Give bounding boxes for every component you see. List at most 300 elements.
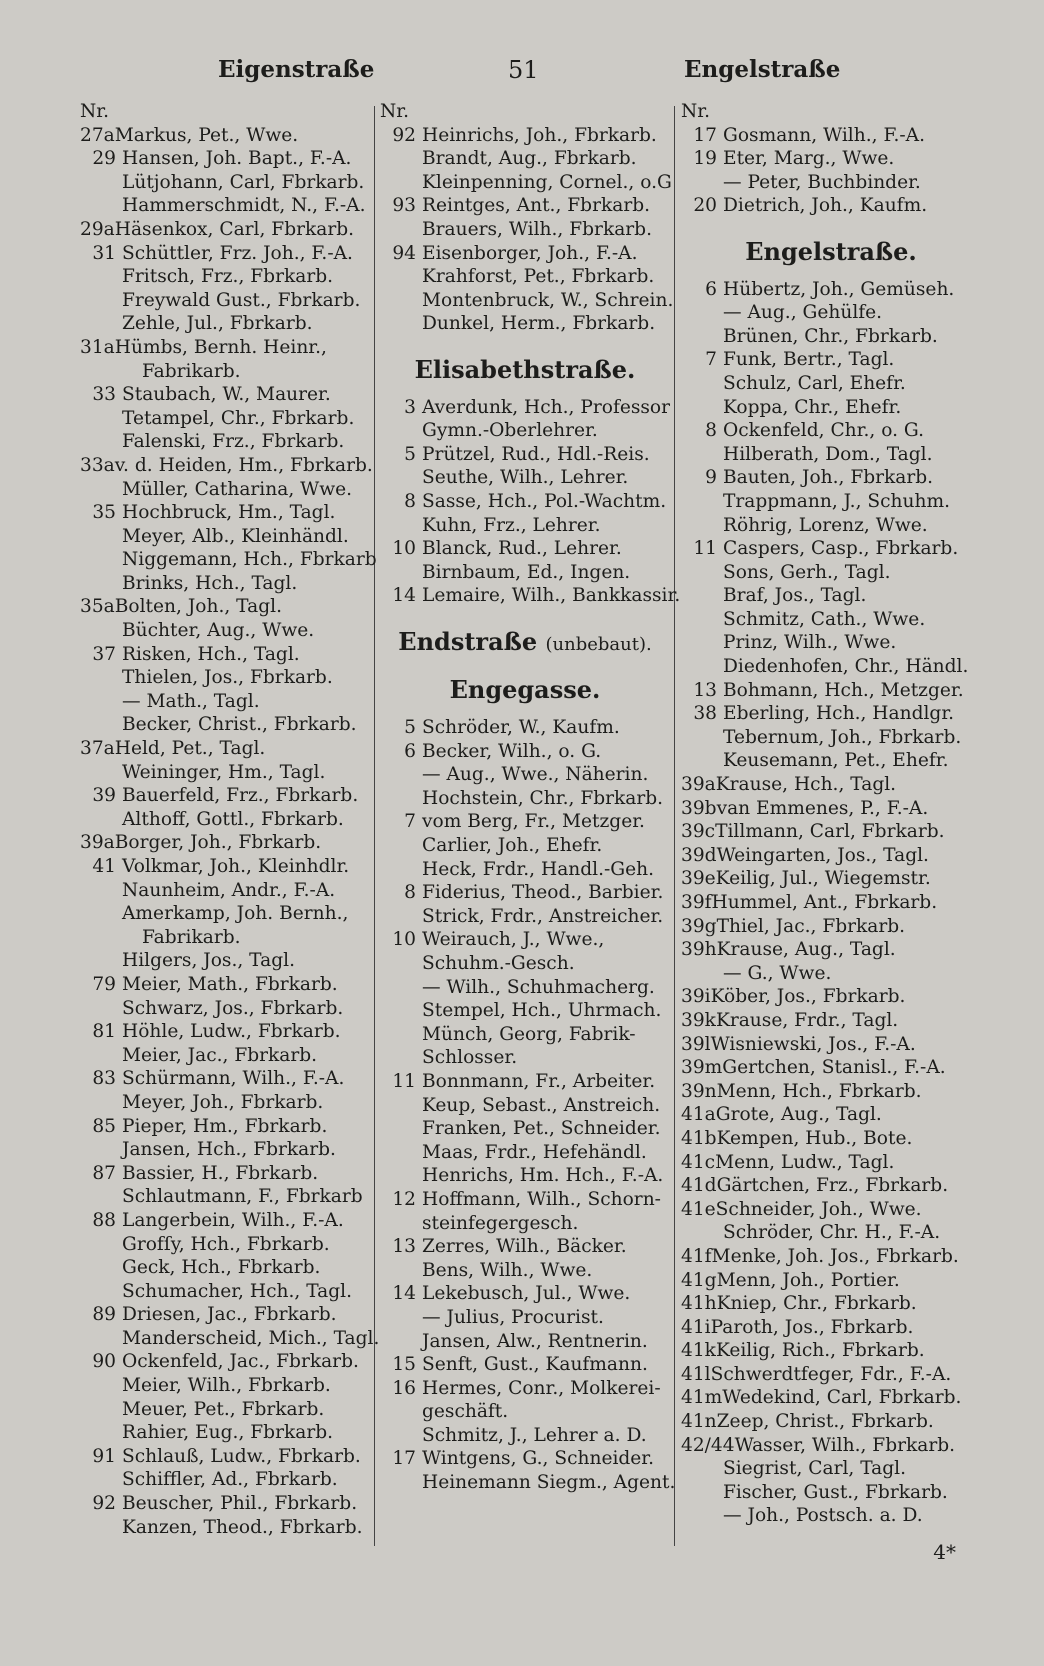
house-number: 88 [92,1209,116,1231]
house-number: 79 [92,973,116,995]
resident-entry: — Aug., Wwe., Näherin. [422,764,649,786]
house-number: 41i [681,1316,711,1338]
directory-entry [380,289,674,313]
resident-entry: Kniep, Chr., Fbrkarb. [716,1293,917,1315]
directory-entry [681,466,981,490]
house-number [681,325,717,349]
column-2 [380,100,681,1495]
house-number [681,561,717,585]
house-number [380,171,416,195]
directory-entry [380,1447,670,1471]
resident-entry: Meyer, Alb., Kleinhändl. [122,525,349,547]
resident-entry: Schmitz, Cath., Wwe. [723,608,926,630]
directory-entry [380,1377,670,1401]
directory-entry [681,631,981,655]
house-number [380,466,416,490]
house-number: 41g [681,1269,717,1291]
resident-entry: Häsenkox, Carl, Fbrkarb. [114,218,355,240]
house-number: 41l [681,1363,711,1385]
resident-entry: — Math., Tagl. [122,690,260,712]
directory-entry [681,490,981,514]
house-number [80,1233,116,1257]
resident-entry: Prützel, Rud., Hdl.-Reis. [422,443,650,465]
resident-entry: Seuthe, Wilh., Lehrer. [422,467,629,489]
house-number [681,1504,717,1528]
house-number [380,218,416,242]
resident-entry: Weingarten, Jos., Tagl. [716,844,929,866]
directory-entry [380,490,670,514]
house-number: 41n [681,1411,717,1433]
street-name: Engegasse. [449,675,601,705]
house-number [80,265,116,289]
directory-entry [380,1164,670,1188]
house-number: 41k [681,1340,716,1362]
directory-entry [380,810,670,834]
resident-entry: Paroth, Jos., Fbrkarb. [710,1316,914,1338]
resident-entry: Amerkamp, Joh. Bernh., [122,903,349,925]
directory-entry [80,949,370,973]
house-number: 39l [681,1033,711,1055]
house-number: 41 [92,856,116,877]
directory-entry [80,1327,380,1351]
resident-entry: Siegrist, Carl, Tagl. [723,1458,907,1480]
directory-entry [681,679,981,703]
house-number: 16 [392,1377,416,1399]
directory-entry [681,938,981,962]
house-number: 10 [392,538,416,560]
directory-entry [681,1269,981,1293]
directory-entry [380,763,670,787]
house-number [80,1091,116,1115]
resident-entry: Hansen, Joh. Bapt., F.-A. [122,148,352,170]
resident-entry: Gärtchen, Frz., Fbrkarb. [716,1175,949,1197]
directory-entry [380,1400,670,1424]
directory-entry [681,124,981,148]
directory-entry [681,1434,981,1458]
directory-entry [380,928,670,952]
directory-entry [80,289,370,313]
house-number: 39k [681,1009,716,1031]
directory-entry [380,1141,670,1165]
house-number: 41d [681,1175,717,1197]
directory-entry [80,784,370,808]
resident-entry: — Joh., Postsch. a. D. [723,1505,923,1527]
resident-entry: Kleinpenning, Cornel., o.G [422,171,672,193]
house-number [681,962,717,986]
house-number [380,1259,416,1283]
house-number: 39g [681,915,717,937]
resident-entry: Köber, Jos., Fbrkarb. [710,986,906,1008]
house-number [681,749,717,773]
resident-entry: Hammerschmidt, N., F.-A. [122,195,366,217]
resident-entry: Schulz, Carl, Ehefr. [723,372,906,394]
resident-entry: Grote, Aug., Tagl. [715,1104,882,1126]
resident-entry: Markus, Pet., Wwe. [114,124,299,146]
house-number [380,514,416,538]
house-number: 89 [92,1304,116,1326]
house-number: 37a [80,738,115,760]
directory-entry [80,761,370,785]
directory-entry [681,1009,981,1033]
house-number: 31 [92,242,116,264]
house-number [681,1221,717,1245]
resident-entry: Hermes, Conr., Molkerei- [422,1377,661,1399]
resident-entry: vom Berg, Fr., Metzger. [422,811,645,833]
resident-entry: Diedenhofen, Chr., Händl. [723,656,969,678]
resident-entry: Schlosser. [422,1047,518,1069]
directory-entry [380,1471,676,1495]
number-column-heading: Nr. [380,101,410,122]
resident-entry: — Aug., Gehülfe. [723,302,883,324]
house-number [80,194,116,218]
house-number [80,1256,116,1280]
number-column-heading: Nr. [681,101,711,122]
house-number [380,1023,416,1047]
house-number: 17 [693,124,717,146]
directory-entry [80,1044,370,1068]
directory-entry [681,1056,981,1080]
resident-entry: Lütjohann, Carl, Fbrkarb. [122,171,365,193]
resident-entry: Bauten, Joh., Fbrkarb. [723,467,934,489]
resident-entry: Bolten, Joh., Tagl. [114,596,282,618]
resident-entry: Rahier, Eug., Fbrkarb. [122,1422,334,1444]
house-number [80,619,116,643]
house-number: 37 [92,643,116,665]
directory-entry [80,1067,370,1091]
house-number: 6 [705,278,717,300]
street-note: (unbebaut). [545,633,652,655]
house-number [681,608,717,632]
house-number [380,1424,416,1448]
resident-entry: Schwerdtfeger, Fdr., F.-A. [710,1363,952,1385]
directory-entry [380,881,670,905]
entry-continuation: Fabrikarb. [142,926,241,948]
resident-entry: Hochstein, Chr., Fbrkarb. [422,787,664,809]
resident-entry: Hübertz, Joh., Gemüseh. [723,278,955,300]
directory-entry [380,905,670,929]
resident-entry: Bassier, H., Fbrkarb. [122,1162,319,1184]
house-number [380,1117,416,1141]
resident-entry: Zeep, Christ., Fbrkarb. [716,1411,934,1433]
resident-entry: v. d. Heiden, Hm., Fbrkarb. [114,454,373,476]
resident-entry: Bens, Wilh., Wwe. [422,1259,593,1281]
directory-entry [380,1306,670,1330]
resident-entry: Jansen, Alw., Rentnerin. [422,1330,648,1352]
resident-entry: Bonnmann, Fr., Arbeiter. [422,1070,656,1092]
house-number [681,1457,717,1481]
resident-entry: Lekebusch, Jul., Wwe. [422,1283,631,1305]
house-number: 93 [392,195,416,217]
directory-entry [681,655,981,679]
house-number [80,1468,116,1492]
directory-entry [681,1410,981,1434]
directory-entry [681,537,981,561]
resident-entry: Sons, Gerh., Tagl. [723,561,891,583]
resident-entry: Menn, Joh., Portier. [716,1269,900,1291]
directory-entry [380,419,670,443]
directory-entry [380,1353,670,1377]
house-number: 29a [80,218,115,240]
directory-entry [380,312,670,336]
resident-entry: Krause, Frdr., Tagl. [715,1009,899,1031]
house-number: 39n [681,1080,717,1102]
resident-entry: Beuscher, Phil., Fbrkarb. [122,1493,358,1515]
resident-entry: Dietrich, Joh., Kaufm. [723,195,928,217]
house-number: 6 [404,740,416,762]
directory-entry [380,396,670,420]
entry-continuation: Fabrikarb. [142,360,241,382]
directory-entry [681,1457,981,1481]
house-number [80,572,116,596]
directory-entry [681,702,981,726]
resident-entry: Jansen, Hch., Fbrkarb. [122,1139,336,1161]
house-number: 7 [404,811,416,833]
resident-entry: Braf, Jos., Tagl. [723,585,867,607]
resident-entry: Hilgers, Jos., Tagl. [122,950,295,972]
resident-entry: Stempel, Hch., Uhrmach. [422,1000,662,1022]
resident-entry: Falenski, Frz., Fbrkarb. [122,431,345,453]
column-3 [681,100,981,1528]
resident-entry: Staubach, W., Maurer. [122,384,331,406]
house-number [80,1138,116,1162]
house-number: 17 [392,1448,416,1470]
directory-entry [380,466,670,490]
house-number [80,902,116,926]
directory-entry [80,1162,370,1186]
directory-entry [681,726,981,750]
directory-entry [681,915,981,939]
house-number [380,1212,416,1236]
resident-entry: Hochbruck, Hm., Tagl. [122,502,336,524]
directory-entry [681,278,981,302]
street-name: Elisabethstraße. [414,354,636,384]
house-number [80,879,116,903]
resident-entry: Geck, Hch., Fbrkarb. [122,1257,321,1279]
directory-entry [681,1103,981,1127]
directory-entry [80,1468,370,1492]
directory-entry [80,595,370,619]
resident-entry: Schwarz, Jos., Fbrkarb. [122,997,344,1019]
resident-entry: Tillmann, Carl, Fbrkarb. [715,821,945,843]
house-number: 8 [404,490,416,512]
page-number: 51 [508,56,539,84]
resident-entry: Trappmann, J., Schuhm. [723,490,951,512]
directory-entry [681,1033,981,1057]
resident-entry: Dunkel, Herm., Fbrkarb. [422,313,656,335]
resident-entry: Hummel, Ant., Fbrkarb. [711,892,938,913]
directory-entry [380,1046,670,1070]
resident-entry: Blanck, Rud., Lehrer. [422,538,622,560]
house-number: 33 [92,384,116,406]
directory-entry [80,879,370,903]
house-number [80,548,116,572]
street-heading [380,354,670,384]
resident-entry: Lemaire, Wilh., Bankkassir. [422,585,681,607]
resident-entry: Thiel, Jac., Fbrkarb. [716,915,906,937]
house-number [380,999,416,1023]
street-heading [380,626,670,657]
resident-entry: Eter, Marg., Wwe. [723,148,895,170]
house-number: 20 [693,195,717,217]
directory-entry [80,619,370,643]
resident-entry: Heinrichs, Joh., Fbrkarb. [422,124,657,146]
resident-entry: Gertchen, Stanisl., F.-A. [722,1057,946,1079]
directory-entry [80,171,370,195]
resident-entry: Kempen, Hub., Bote. [716,1127,913,1149]
directory-entry [681,844,981,868]
directory-entry [380,952,670,976]
resident-entry: Zerres, Wilh., Bäcker. [422,1236,627,1258]
directory-entry [380,1330,670,1354]
house-number [380,834,416,858]
directory-entry [80,1398,370,1422]
resident-entry: Senft, Gust., Kaufmann. [422,1354,648,1376]
directory-entry [80,383,370,407]
house-number [380,1046,416,1070]
house-number: 19 [693,148,717,170]
directory-entry [80,525,370,549]
resident-entry: Pieper, Hm., Fbrkarb. [122,1115,328,1137]
directory-entry [80,124,370,148]
house-number: 13 [392,1236,416,1258]
directory-entry [681,797,981,821]
house-number [380,976,416,1000]
resident-entry: Bohmann, Hch., Metzger. [723,679,964,701]
directory-entry [681,867,981,891]
house-number: 8 [705,420,717,442]
house-number: 13 [693,679,717,701]
house-number: 39c [681,821,716,843]
house-number [380,952,416,976]
house-number [380,858,416,882]
directory-entry [380,716,670,740]
directory-entry [80,336,370,360]
resident-entry: Heck, Frdr., Handl.-Geh. [422,858,655,880]
house-number [80,407,116,431]
directory-entry [681,820,981,844]
directory-entry [681,514,981,538]
house-number [380,1471,416,1495]
resident-entry: Menke, Joh. Jos., Fbrkarb. [711,1245,959,1267]
directory-entry [80,973,370,997]
resident-entry: Reintges, Ant., Fbrkarb. [422,195,651,217]
house-number: 41h [681,1293,717,1315]
directory-entry [681,1316,981,1340]
signature-mark: 4* [933,1540,956,1564]
house-number [380,1330,416,1354]
directory-entry [380,1070,670,1094]
house-number: 39h [681,939,717,961]
house-number: 39b [681,797,717,819]
resident-entry: Fischer, Gust., Fbrkarb. [723,1481,948,1503]
directory-entry [380,584,681,608]
directory-entry [80,997,370,1021]
house-number [80,949,116,973]
resident-entry: Schröder, W., Kaufm. [422,717,620,739]
directory-entry [681,1481,981,1505]
house-number [681,584,717,608]
house-number [80,525,116,549]
house-number [80,666,116,690]
house-number [681,301,717,325]
resident-entry: Schüttler, Frz. Joh., F.-A. [122,242,353,264]
house-number: 27a [80,124,115,146]
street-heading [681,236,981,266]
directory-entry [681,147,981,171]
directory-entry [380,999,670,1023]
resident-entry: Meier, Jac., Fbrkarb. [122,1044,318,1066]
directory-entry [681,1386,981,1410]
directory-entry [80,194,370,218]
resident-entry: Röhrig, Lorenz, Wwe. [723,514,928,536]
directory-entry [80,808,370,832]
resident-entry: Prinz, Wilh., Wwe. [723,632,897,654]
directory-entry [80,1138,370,1162]
house-number: 7 [705,349,717,371]
running-header-right: Engelstraße [684,56,841,83]
directory-entry [681,1504,981,1528]
directory-entry [380,194,670,218]
resident-entry: Krahforst, Pet., Fbrkarb. [422,266,655,288]
directory-entry [380,1117,670,1141]
directory-entry [380,1188,670,1212]
directory-entry [80,1350,370,1374]
house-number [380,419,416,443]
resident-entry: Heinemann Siegm., Agent. [422,1472,676,1494]
house-number: 94 [392,242,416,264]
house-number [80,713,116,737]
resident-entry: Meier, Math., Fbrkarb. [122,973,338,995]
directory-entry [681,561,981,585]
house-number [380,1164,416,1188]
directory-entry [380,740,670,764]
resident-entry: Fritsch, Frz., Fbrkarb. [122,266,334,288]
house-number: 35a [80,596,115,618]
directory-entry [380,858,670,882]
directory-entry [380,976,670,1000]
house-number [80,478,116,502]
directory-entry [80,147,370,171]
resident-entry: Menn, Ludw., Tagl. [715,1151,895,1173]
directory-entry [380,171,670,195]
directory-entry [380,1424,670,1448]
resident-entry: Becker, Christ., Fbrkarb. [122,714,357,736]
directory-entry [681,194,981,218]
house-number: 5 [404,717,416,739]
resident-entry: Wintgens, G., Schneider. [422,1448,655,1470]
resident-entry: — Peter, Buchbinder. [723,171,921,193]
house-number [80,1398,116,1422]
house-number [681,1481,717,1505]
house-number [380,289,416,313]
house-number: 92 [392,124,416,146]
directory-entry [380,1235,670,1259]
resident-entry: Niggemann, Hch., Fbrkarb [122,549,377,571]
resident-entry: Henrichs, Hm. Hch., F.-A. [422,1165,664,1187]
house-number [80,312,116,336]
resident-entry: Schiffler, Ad., Fbrkarb. [122,1469,338,1491]
resident-entry: Schröder, Chr. H., F.-A. [723,1222,941,1244]
directory-entry [681,608,981,632]
directory-entry [380,514,670,538]
resident-entry: Naunheim, Andr., F.-A. [122,879,336,901]
house-number: 5 [404,443,416,465]
resident-entry: Grofſy, Hch., Fbrkarb. [122,1233,330,1255]
resident-entry: Weininger, Hm., Tagl. [122,761,326,783]
resident-entry: Keilig, Jul., Wiegemstr. [715,868,931,890]
house-number [380,1141,416,1165]
resident-entry: Tebernum, Joh., Fbrkarb. [723,726,962,748]
